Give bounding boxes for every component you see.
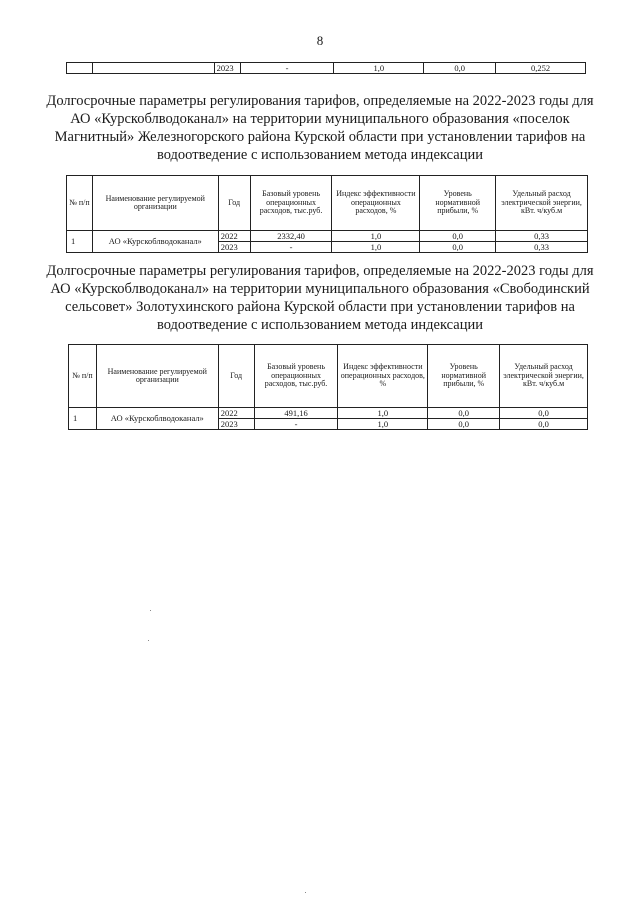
header-energy: Удельный расход электрической энергии, кВт. ч/куб.м <box>496 176 588 231</box>
section2-heading: Долгосрочные параметры регулирования тарифов, определяемые на 2022-2023 годы для АО «Курскоблводоканал» на территории муниципального образования «Свободинский сельсовет» Золотухинского района Курской области при установлении тарифов на водоотведение с использованием метода индексации <box>46 263 594 333</box>
base-cost-cell: 491,16 <box>254 408 338 419</box>
header-eff: Индекс эффективности операционных расходов, % <box>332 176 420 231</box>
header-base: Базовый уровень операционных расходов, тыс.руб. <box>254 345 338 408</box>
table-row <box>67 231 588 242</box>
org-cell: АО «Курскоблводоканал» <box>96 408 218 430</box>
efficiency-cell: 1,0 <box>338 408 428 419</box>
header-org: Наименование регулируемой организации <box>92 176 218 231</box>
header-base: Базовый уровень операционных расходов, тыс.руб. <box>250 176 332 231</box>
base-cost-cell: 2332,40 <box>250 231 332 242</box>
header-num: № п/п <box>69 345 97 408</box>
org-cell: АО «Курскоблводоканал» <box>92 231 218 253</box>
header-profit: Уровень нормативной прибыли, % <box>428 345 500 408</box>
base-cost-cell: - <box>250 242 332 253</box>
org-cell <box>92 63 214 74</box>
row-num-cell: 1 <box>67 231 93 253</box>
year-cell: 2023 <box>218 419 254 430</box>
header-profit: Уровень нормативной прибыли, % <box>420 176 496 231</box>
profit-cell: 0,0 <box>424 63 496 74</box>
energy-cell: 0,33 <box>496 231 588 242</box>
num-cell <box>67 63 93 74</box>
efficiency-cell: 1,0 <box>332 242 420 253</box>
table-header-row <box>67 176 588 231</box>
table-row <box>69 408 588 419</box>
table-header-row <box>69 345 588 408</box>
page-number: 8 <box>316 33 324 48</box>
header-year: Год <box>218 345 254 408</box>
header-eff: Индекс эффективности операционных расходов, % <box>338 345 428 408</box>
profit-cell: 0,0 <box>420 242 496 253</box>
header-num: № п/п <box>67 176 93 231</box>
energy-cell: 0,252 <box>496 63 586 74</box>
section1-table <box>66 175 588 253</box>
row-num-cell: 1 <box>69 408 97 430</box>
continuation-table <box>66 62 586 74</box>
header-year: Год <box>218 176 250 231</box>
profit-cell: 0,0 <box>428 419 500 430</box>
profit-cell: 0,0 <box>420 231 496 242</box>
base-cost-cell: - <box>254 419 338 430</box>
header-energy: Удельный расход электрической энергии, кВт. ч/куб.м <box>500 345 588 408</box>
scan-speck <box>150 610 151 611</box>
energy-cell: 0,33 <box>496 242 588 253</box>
table-row <box>67 63 586 74</box>
energy-cell: 0,0 <box>500 419 588 430</box>
efficiency-cell: 1,0 <box>334 63 424 74</box>
scan-speck <box>148 640 149 641</box>
energy-cell: 0,0 <box>500 408 588 419</box>
base-cost-cell: - <box>240 63 334 74</box>
year-cell: 2023 <box>214 63 240 74</box>
year-cell: 2022 <box>218 231 250 242</box>
year-cell: 2023 <box>218 242 250 253</box>
efficiency-cell: 1,0 <box>338 419 428 430</box>
section1-heading: Долгосрочные параметры регулирования тарифов, определяемые на 2022-2023 годы для АО «Курскоблводоканал» на территории муниципального образования «поселок Магнитный» Железногорского района Курской области при установлении тарифов на водоотведение с использованием метода индексации <box>46 93 594 163</box>
year-cell: 2022 <box>218 408 254 419</box>
section2-table <box>68 344 588 430</box>
header-org: Наименование регулируемой организации <box>96 345 218 408</box>
efficiency-cell: 1,0 <box>332 231 420 242</box>
scan-speck <box>305 892 306 893</box>
profit-cell: 0,0 <box>428 408 500 419</box>
